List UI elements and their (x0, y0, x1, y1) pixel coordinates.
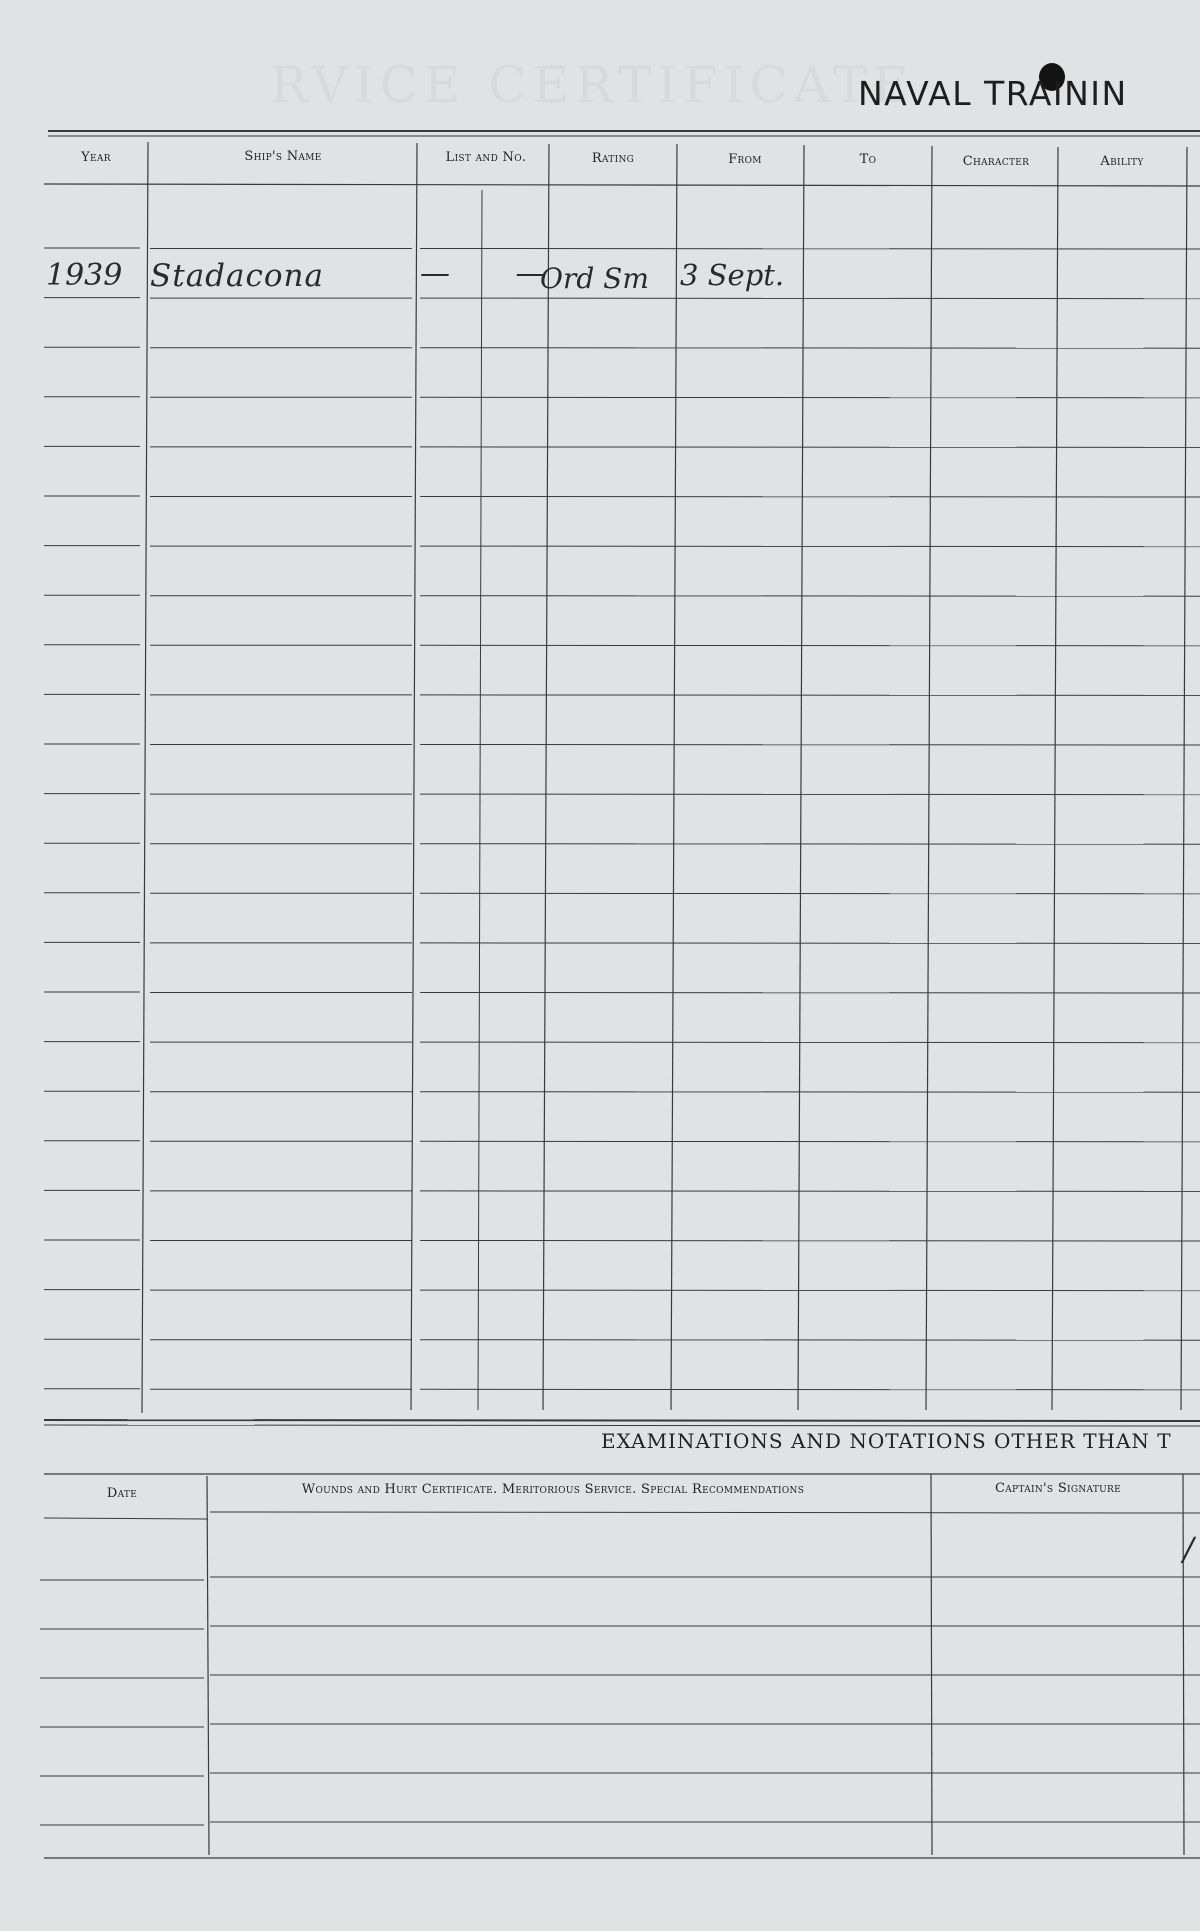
col-header-ship-name: Ship's Name (244, 149, 322, 164)
form-title: NAVAL TRAININ (858, 74, 1128, 113)
col-header-captains-signature: Captain's Signature (995, 1481, 1121, 1496)
service-row-rule (420, 596, 1200, 597)
service-row-rule (420, 1092, 1200, 1093)
examinations-col-divider (207, 1476, 209, 1855)
section-double-rule-inner (44, 1425, 1200, 1426)
col-header-from: From (728, 152, 762, 167)
service-row-rule (420, 893, 1200, 894)
examinations-col-divider (931, 1474, 932, 1855)
service-row-rule (420, 497, 1200, 498)
service-row-rule (420, 546, 1200, 547)
service-column-divider (142, 142, 148, 1413)
examinations-header-rule (210, 1512, 1200, 1513)
service-row-rule (420, 1340, 1200, 1341)
service-column-divider (411, 143, 417, 1410)
service-row-rule (420, 794, 1200, 795)
examinations-section-title: EXAMINATIONS AND NOTATIONS OTHER THAN T (601, 1429, 1172, 1453)
service-row-rule (420, 397, 1200, 398)
margin-pen-mark: / (1183, 1530, 1194, 1568)
col-header-date: Date (106, 1486, 138, 1501)
service-column-divider (1181, 147, 1187, 1410)
service-header-rule (44, 184, 1200, 186)
col-header-list-no: List and No. (445, 150, 527, 165)
service-column-divider (798, 145, 804, 1410)
service-row-rule (420, 745, 1200, 746)
service-column-divider (926, 146, 932, 1410)
service-row-rule (420, 1042, 1200, 1043)
service-row-rule (420, 348, 1200, 349)
col-header-ability: Ability (1100, 154, 1144, 169)
col-header-wounds-notations: Wounds and Hurt Certificate. Meritorious Service. Special Recommendations (301, 1482, 805, 1497)
faint-bleed-through-header: RVICE CERTIFICATE (270, 56, 915, 114)
service-row-rule (420, 1389, 1200, 1390)
service-row-rule (420, 943, 1200, 944)
service-row-rule (420, 645, 1200, 646)
col-header-year: Year (81, 150, 111, 165)
service-row-rule (420, 249, 1200, 250)
service-row-rule (420, 1290, 1200, 1291)
col-header-character: Character (962, 154, 1030, 169)
service-row-rule (420, 1241, 1200, 1242)
service-row-rule (420, 1191, 1200, 1192)
col-header-to: To (859, 152, 877, 167)
service-row-rule (420, 695, 1200, 696)
entry-rating: Ord Sm (540, 262, 649, 295)
entry-from-date: 3 Sept. (680, 258, 785, 292)
list-no-inner-divider (478, 190, 482, 1410)
entry-ship-name: Stadacona (150, 258, 324, 294)
service-column-divider (1052, 147, 1058, 1410)
entry-list-no: — — (420, 256, 574, 291)
examinations-header-rule (44, 1518, 208, 1519)
service-row-rule (420, 993, 1200, 994)
service-column-divider (543, 144, 549, 1410)
service-row-rule (420, 1141, 1200, 1142)
col-header-rating: Rating (591, 151, 635, 166)
service-column-divider (671, 144, 677, 1410)
entry-year: 1939 (46, 258, 123, 293)
service-row-rule (420, 844, 1200, 845)
service-row-rule (420, 298, 1200, 299)
section-double-rule (44, 1420, 1200, 1421)
service-row-rule (420, 447, 1200, 448)
